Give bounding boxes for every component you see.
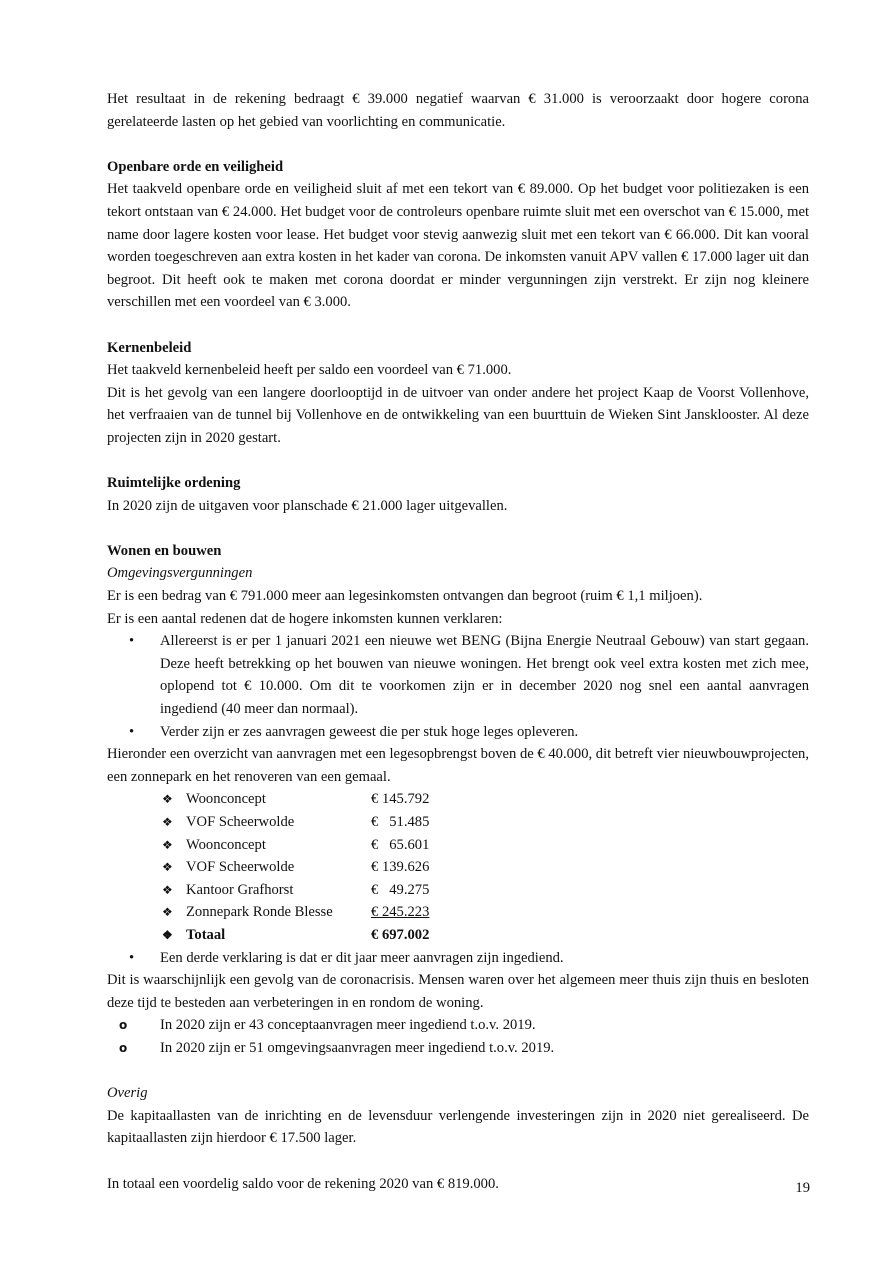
- intro-paragraph: Het resultaat in de rekening bedraagt € 39.000 negatief waarvan € 31.000 is veroorzaakt door hogere corona gerelateerde lasten op het gebied van voorlichting en communicatie.: [107, 91, 809, 130]
- list-item: [107, 901, 809, 924]
- sublist-text: In 2020 zijn er 51 omgevingsaanvragen meer ingediend t.o.v. 2019.: [160, 1039, 555, 1056]
- application-amount: € 145.792: [371, 791, 430, 808]
- kernenbeleid-paragraph: Dit is het gevolg van een langere doorlooptijd in de uitvoer van onder andere het project Kaap de Voorst Vollenhove, het verfraaien van de tunnel bij Vollenhove en de ontwikkeling van een buurttuin de Wieken Sint Jansklooster. Al deze projecten zijn in 2020 gestart.: [107, 384, 809, 446]
- application-amount: € 245.223: [371, 904, 430, 921]
- diamond-marker: ❖: [162, 860, 173, 875]
- bullet-text: Een derde verklaring is dat er dit jaar meer aanvragen zijn ingediend.: [160, 949, 564, 966]
- total-label: Totaal: [186, 926, 226, 943]
- subheading-omgevingsvergunningen: Omgevingsvergunningen: [107, 565, 253, 582]
- reasons-list-continued: [107, 947, 809, 970]
- application-name: Zonnepark Ronde Blesse: [186, 904, 333, 921]
- application-name: VOF Scheerwolde: [186, 859, 295, 876]
- circle-marker: o: [119, 1040, 128, 1055]
- total-amount: € 697.002: [371, 926, 430, 943]
- ruimtelijke-ordening-paragraph: In 2020 zijn de uitgaven voor planschade € 21.000 lager uitgevallen.: [107, 497, 508, 514]
- total-row: [107, 924, 809, 947]
- list-item: [107, 879, 809, 902]
- applications-list: [107, 788, 809, 946]
- applications-sublist: [107, 1014, 809, 1059]
- list-item: [107, 1014, 809, 1037]
- subheading-overig: Overig: [107, 1085, 148, 1102]
- page-number: 19: [795, 1180, 810, 1196]
- list-item: [107, 947, 809, 970]
- bullet-marker: •: [129, 949, 135, 966]
- heading-ruimtelijke-ordening: Ruimtelijke ordening: [107, 475, 241, 492]
- list-item: [107, 856, 809, 879]
- application-name: Kantoor Grafhorst: [186, 881, 294, 898]
- conclusion-paragraph: In totaal een voordelig saldo voor de rekening 2020 van € 819.000.: [107, 1175, 499, 1192]
- overview-paragraph: Hieronder een overzicht van aanvragen met een legesopbrengst boven de € 40.000, dit betreft vier nieuwbouwprojecten, een zonnepark en het renoveren van een gemaal.: [107, 746, 809, 785]
- page-content: [107, 88, 809, 1195]
- heading-wonen-en-bouwen: Wonen en bouwen: [107, 542, 222, 559]
- application-name: Woonconcept: [186, 836, 266, 853]
- diamond-marker: ❖: [162, 927, 173, 942]
- diamond-marker: ❖: [162, 792, 173, 807]
- application-name: Woonconcept: [186, 791, 266, 808]
- list-item: [107, 721, 809, 744]
- bullet-text: Allereerst is er per 1 januari 2021 een nieuwe wet BENG (Bijna Energie Neutraal Gebouw) van start gegaan. Deze heeft betrekking op het bouwen van nieuwe woningen. Het brengt ook veel extra kosten met zich mee, oplopend tot € 10.000. Om dit te voorkomen zijn er in december 2020 nog snel een aantal aanvragen ingediend (40 meer dan normaal).: [160, 633, 809, 718]
- application-name: VOF Scheerwolde: [186, 814, 295, 830]
- application-amount: € 139.626: [371, 859, 430, 876]
- leges-line: Er is een bedrag van € 791.000 meer aan legesinkomsten ontvangen dan begroot (ruim € 1,1 miljoen).: [107, 588, 703, 605]
- list-item: [107, 788, 809, 811]
- diamond-marker: ❖: [162, 837, 173, 852]
- heading-openbare-orde: Openbare orde en veiligheid: [107, 158, 284, 175]
- overig-paragraph: De kapitaallasten van de inrichting en de levensduur verlengende investeringen zijn in 2020 niet gerealiseerd. De kapitaallasten zijn hierdoor € 17.500 lager.: [107, 1107, 809, 1147]
- sublist-text: In 2020 zijn er 43 conceptaanvragen meer ingediend t.o.v. 2019.: [160, 1017, 536, 1034]
- application-amount: € 49.275: [371, 881, 430, 898]
- application-amount: € 65.601: [371, 836, 430, 853]
- kernenbeleid-line: Het taakveld kernenbeleid heeft per saldo een voordeel van € 71.000.: [107, 362, 512, 379]
- reasons-intro: Er is een aantal redenen dat de hogere inkomsten kunnen verklaren:: [107, 610, 503, 627]
- list-item: [107, 811, 809, 834]
- bullet-marker: •: [129, 723, 135, 740]
- bullet-marker: •: [129, 633, 135, 650]
- diamond-marker: ❖: [162, 905, 173, 920]
- openbare-orde-paragraph: Het taakveld openbare orde en veiligheid sluit af met een tekort van € 89.000. Op het budget voor politiezaken is een tekort ontstaan van € 24.000. Het budget voor de controleurs openbare ruimte sluit met een overschot van € 15.000, met name door lagere kosten voor lease. Het budget voor stevig aanwezig sluit met een tekort van € 66.000. Dit kan vooral worden toegeschreven aan extra kosten in het kader van corona. De inkomsten vanuit APV vallen € 17.000 lager uit dan begroot. Dit heeft ook te maken met corona doordat er minder vergunningen zijn verstrekt. Er zijn nog kleinere verschillen met een voordeel van € 3.000.: [107, 181, 809, 311]
- circle-marker: o: [119, 1018, 128, 1033]
- bullet-text: Verder zijn er zes aanvragen geweest die per stuk hoge leges opleveren.: [160, 723, 579, 740]
- application-amount: € 51.485: [371, 814, 430, 830]
- list-item: [107, 630, 809, 720]
- diamond-marker: ❖: [162, 815, 173, 829]
- list-item: [107, 834, 809, 857]
- corona-paragraph: Dit is waarschijnlijk een gevolg van de coronacrisis. Mensen waren over het algemeen meer thuis zijn thuis en besloten deze tijd te besteden aan verbeteringen in en rondom de woning.: [107, 972, 809, 1011]
- heading-kernenbeleid: Kernenbeleid: [107, 339, 192, 356]
- list-item: [107, 1037, 809, 1060]
- reasons-list: [107, 630, 809, 743]
- diamond-marker: ❖: [162, 882, 173, 897]
